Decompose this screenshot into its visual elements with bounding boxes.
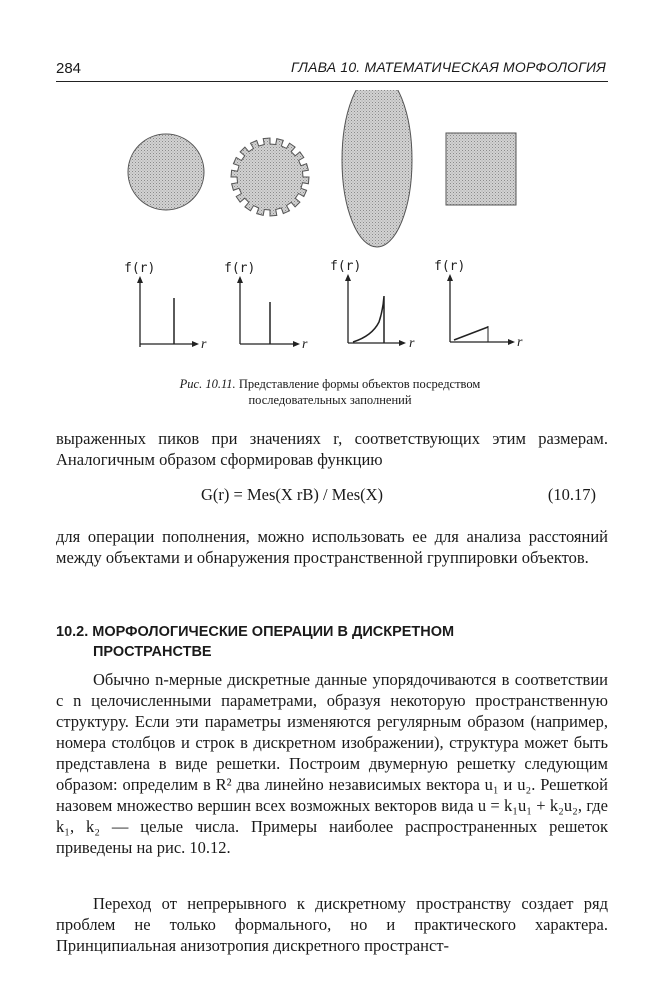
paragraph-1: выраженных пиков при значениях r, соответствующих этим размерам. Аналогичным образом сформировав функцию — [56, 429, 608, 469]
plot-3-curve — [353, 296, 384, 343]
section-heading — [56, 622, 608, 662]
figure-caption — [100, 376, 560, 408]
equation-number: (10.17) — [547, 485, 596, 504]
equation-formula: G(r) = Mes(X rB) / Mes(X) — [201, 485, 384, 504]
section-title-line-1: 10.2. МОРФОЛОГИЧЕСКИЕ ОПЕРАЦИИ В ДИСКРЕТНОМ — [56, 624, 455, 640]
equation-10-17 — [56, 485, 608, 509]
header-rule — [56, 81, 608, 82]
paragraph-2: для операции пополнения, можно использовать ее для анализа расстояний между объектами и обнаружения пространственной группировки объектов. — [56, 527, 608, 567]
plot-1-ylabel: f(r) — [124, 261, 156, 276]
paragraph-3: Обычно n-мерные дискретные данные упорядочиваются в соответствии с n целочисленными параметрами, образуя некоторую пространственную структуру. Если эти параметры изменяются регулярным образом (например, номера столбцов и строк в дискретном изображении), структура может быть представлена в виде решетки. Построим двумерную решетку следующим образом: определим в R² два линейно независимых вектора u₁ и u₂. Решеткой назовем множество вершин всех возможных векторов вида u = k₁u₁ + k₂u₂, где k₁, k₂ — целые числа. Примеры наиболее распространенных решеток приведены на рис. 10.12. — [56, 670, 608, 857]
plot-1 — [124, 261, 207, 352]
section-title-line-2: ПРОСТРАНСТВЕ — [93, 644, 212, 660]
caption-prefix: Рис. 10.11. — [179, 377, 236, 391]
plot-3 — [330, 259, 415, 351]
plot-4-xlabel: r — [517, 335, 523, 350]
plot-3-ylabel: f(r) — [330, 259, 362, 274]
shape-circle — [128, 134, 204, 210]
plot-4 — [434, 259, 523, 350]
plot-1-xlabel: r — [201, 337, 207, 352]
figure-10-11 — [0, 90, 660, 370]
caption-line-1: Представление формы объектов посредством — [238, 377, 481, 391]
chapter-title: ГЛАВА 10. МАТЕМАТИЧЕСКАЯ МОРФОЛОГИЯ — [290, 59, 606, 75]
shape-gear — [231, 138, 309, 216]
plot-2-xlabel: r — [302, 337, 308, 352]
plot-4-ylabel: f(r) — [434, 259, 466, 274]
caption-line-2: последовательных заполнений — [248, 393, 412, 407]
plot-4-curve — [454, 327, 488, 340]
paragraph-4: Переход от непрерывного к дискретному пространству создает ряд проблем не только формального, но и практического характера. Принципиальная анизотропия дискретного пространст- — [56, 894, 608, 955]
plot-3-xlabel: r — [409, 336, 415, 351]
page-number: 284 — [56, 60, 82, 77]
plot-2-ylabel: f(r) — [224, 261, 256, 276]
plot-2 — [224, 261, 308, 352]
shape-ellipse — [342, 90, 412, 247]
shape-square — [446, 133, 516, 205]
